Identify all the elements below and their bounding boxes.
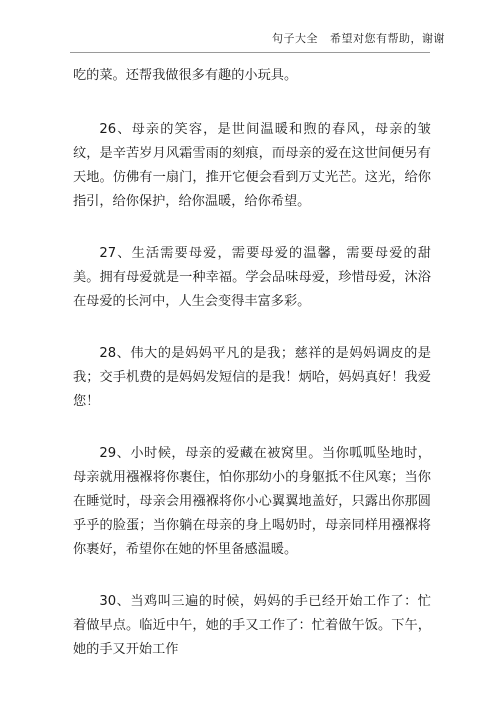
paragraph-27: 27、生活需要母爱，需要母爱的温馨，需要母爱的甜美。拥有母爱就是一种幸福。学会品味母爱，珍惜母爱，沐浴在母爱的长河中，人生会变得丰富多彩。 [73, 246, 431, 309]
header-divider [70, 52, 430, 53]
header-site-name: 句子大全 [272, 32, 318, 45]
paragraph-continued: 吃的菜。还帮我做很多有趣的小玩具。 [73, 68, 298, 83]
document-body [73, 64, 431, 690]
paragraph-28: 28、伟大的是妈妈平凡的是我；慈祥的是妈妈调皮的是我；交手机费的是妈妈发短信的是我！炳哈，妈妈真好！我爱您！ [73, 346, 431, 409]
page-header [272, 30, 445, 46]
paragraph-26: 26、母亲的笑容，是世间温暖和煦的春风，母亲的皱纹，是辛苦岁月风霜雪雨的刻痕，而母亲的爱在这世间便另有天地。仿佛有一扇门，推开它便会看到万丈光芒。这光，给你指引，给你保护，给你温暖，给你希望。 [73, 122, 431, 209]
paragraph-30: 30、当鸡叫三遍的时候，妈妈的手已经开始工作了：忙着做早点。临近中午，她的手又工作了：忙着做午饭。下午，她的手又开始工作 [73, 594, 431, 657]
header-note: 希望对您有帮助，谢谢 [330, 32, 445, 45]
paragraph-29: 29、小时候，母亲的爱藏在被窝里。当你呱呱坠地时，母亲就用襁褓将你裹住，怕你那幼小的身躯抵不住风寒；当你在睡觉时，母亲会用襁褓将你小心翼翼地盖好，只露出你那圆乎乎的脸蛋；当你躺在母亲的身上喝奶时，母亲同样用襁褓将你裹好，希望你在她的怀里备感温暖。 [73, 446, 431, 557]
